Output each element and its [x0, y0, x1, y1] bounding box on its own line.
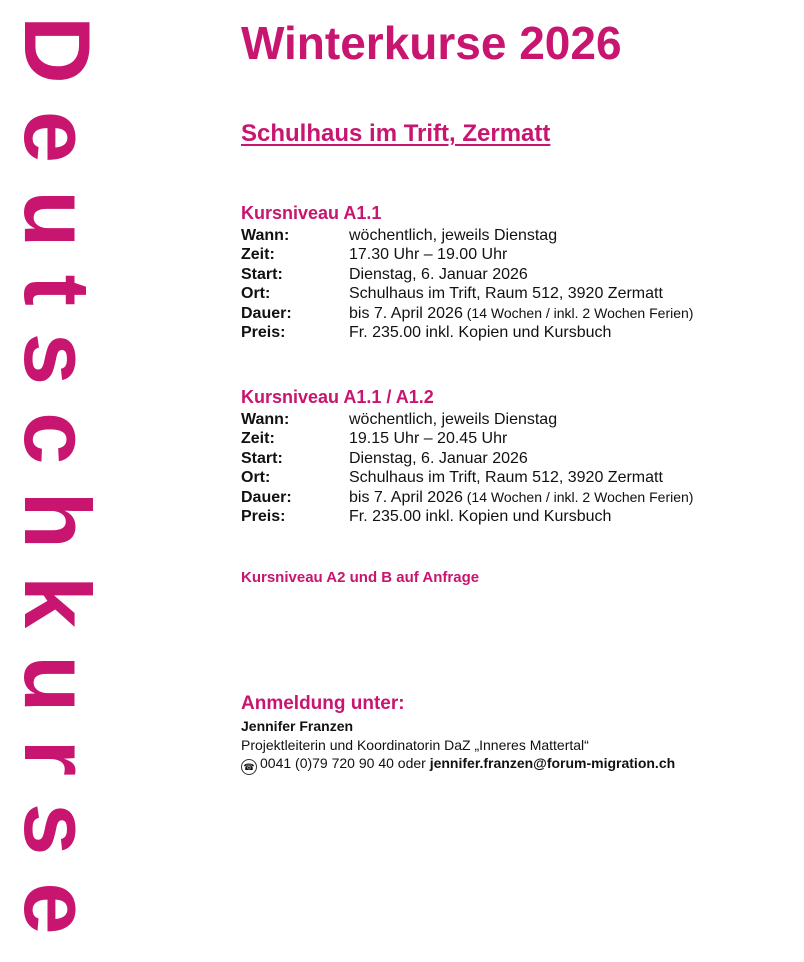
course-a1-1 — [241, 202, 781, 342]
contact-role: Projektleiterin und Koordinatorin DaZ „Inneres Mattertal“ — [241, 736, 589, 753]
duration-date: bis 7. April 2026 — [349, 488, 463, 506]
page-title: Winterkurse 2026 — [241, 17, 622, 69]
course-row-zeit — [241, 429, 781, 448]
course-row-preis — [241, 507, 781, 526]
row-label: Dauer: — [241, 488, 292, 506]
row-label: Start: — [241, 265, 283, 283]
course-a1-2 — [241, 386, 781, 526]
course-row-start — [241, 265, 781, 284]
contact-line — [241, 754, 675, 775]
contact-email[interactable]: jennifer.franzen@forum-migration.ch — [429, 755, 676, 771]
course-row-zeit — [241, 245, 781, 264]
contact-name: Jennifer Franzen — [241, 718, 354, 734]
registration-contact — [241, 717, 675, 775]
row-label: Zeit: — [241, 246, 275, 264]
course-row-wann — [241, 226, 781, 245]
course-row-ort — [241, 468, 781, 487]
phone-icon: ☎ — [241, 759, 257, 775]
row-value: Schulhaus im Trift, Raum 512, 3920 Zermatt — [349, 469, 663, 487]
course-title: Kursniveau A1.1 / A1.2 — [241, 387, 434, 407]
row-value: Dienstag, 6. Januar 2026 — [349, 265, 528, 283]
row-value: Fr. 235.00 inkl. Kopien und Kursbuch — [349, 324, 612, 342]
duration-date: bis 7. April 2026 — [349, 304, 463, 322]
course-row-dauer — [241, 304, 781, 323]
row-value: wöchentlich, jeweils Dienstag — [349, 227, 558, 244]
row-value: Fr. 235.00 inkl. Kopien und Kursbuch — [349, 508, 612, 526]
row-value — [349, 304, 781, 323]
row-value: Schulhaus im Trift, Raum 512, 3920 Zermatt — [349, 285, 663, 303]
contact-phone: 0041 (0)79 720 90 40 oder — [260, 755, 430, 771]
course-row-preis — [241, 323, 781, 342]
duration-detail: (14 Wochen / inkl. 2 Wochen Ferien) — [462, 488, 694, 505]
location-heading: Schulhaus im Trift, Zermatt — [241, 120, 551, 147]
row-label: Wann: — [241, 411, 290, 428]
row-value — [349, 488, 781, 507]
row-label: Wann: — [241, 227, 290, 244]
course-row-wann — [241, 410, 781, 429]
row-label: Ort: — [241, 285, 271, 303]
duration-detail: (14 Wochen / inkl. 2 Wochen Ferien) — [462, 304, 694, 321]
row-label: Ort: — [241, 469, 271, 487]
row-label: Preis: — [241, 324, 286, 342]
course-row-ort — [241, 284, 781, 303]
row-label: Dauer: — [241, 304, 292, 322]
course-row-start — [241, 449, 781, 468]
row-label: Start: — [241, 449, 283, 467]
row-value: Dienstag, 6. Januar 2026 — [349, 449, 528, 467]
row-label: Zeit: — [241, 430, 275, 448]
side-title: Deutschkurse — [5, 16, 110, 962]
row-value: 19.15 Uhr – 20.45 Uhr — [349, 430, 508, 448]
side-banner — [0, 0, 128, 962]
course-title: Kursniveau A1.1 — [241, 203, 382, 223]
registration-title: Anmeldung unter: — [241, 693, 405, 714]
course-row-dauer — [241, 488, 781, 507]
row-value: 17.30 Uhr – 19.00 Uhr — [349, 246, 508, 264]
row-label: Preis: — [241, 508, 286, 526]
level-note: Kursniveau A2 und B auf Anfrage — [241, 569, 480, 586]
row-value: wöchentlich, jeweils Dienstag — [349, 411, 558, 428]
